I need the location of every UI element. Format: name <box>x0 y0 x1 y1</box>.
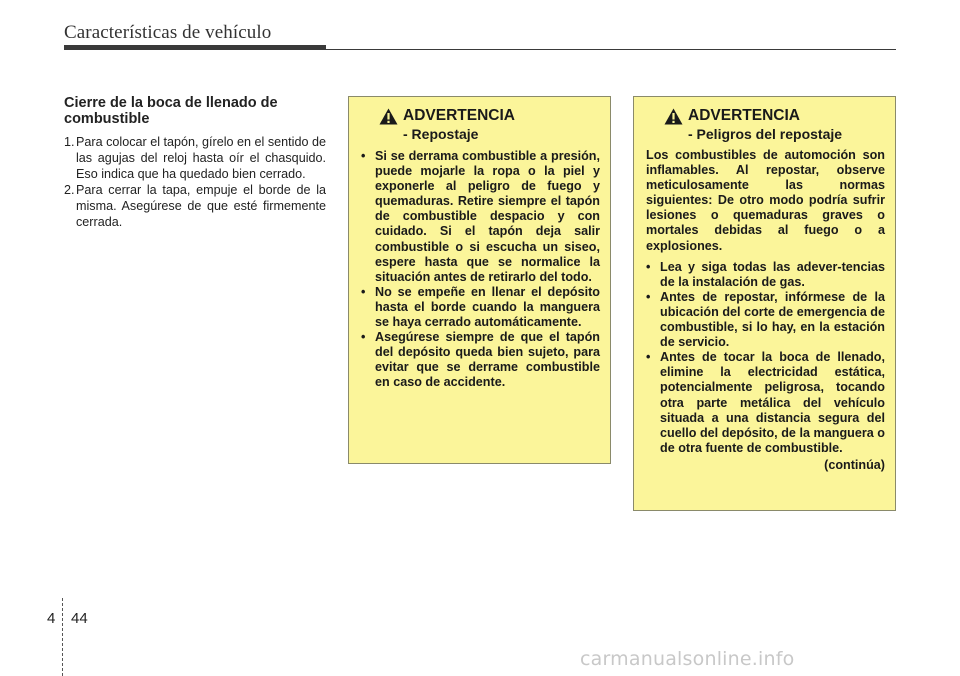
warning-triangle-icon <box>379 108 398 125</box>
warning-subtitle: - Repostaje <box>403 126 479 142</box>
warning-titles <box>688 107 842 143</box>
steps-list <box>64 134 326 230</box>
warning-header <box>379 107 600 143</box>
page-number: 44 <box>71 610 88 627</box>
bullet-item <box>646 260 885 290</box>
bullet-dot: • <box>646 289 651 304</box>
bullet-item <box>361 285 600 330</box>
warning-box-refueling <box>348 96 611 464</box>
bullet-dot: • <box>361 149 366 163</box>
warning-subtitle: - Peligros del repostaje <box>688 126 843 142</box>
bullet-dot: • <box>646 259 651 274</box>
watermark: carmanualsonline.info <box>580 648 795 670</box>
step-item <box>64 182 326 230</box>
header-rule <box>326 49 896 50</box>
bullet-text: Lea y siga todas las adever-tencias de la instalación de gas. <box>660 259 885 289</box>
warning-titles <box>403 107 515 143</box>
page-divider <box>62 598 63 676</box>
warning-title: ADVERTENCIA <box>688 107 800 124</box>
warning-header <box>664 107 885 143</box>
step-number: 2. <box>64 183 75 197</box>
bullet-dot: • <box>361 330 366 345</box>
bullet-text: Asegúrese siempre de que el tapón del depósito queda bien sujeto, para evitar que se derrame combustible en caso de accidente. <box>375 330 600 390</box>
bullet-text: No se empeñe en llenar el depósito hasta el borde cuando la manguera se haya cerrado automáticamente. <box>375 284 600 330</box>
bullet-item <box>361 149 600 285</box>
step-text: Para colocar el tapón, gírelo en el sentido de las agujas del reloj hasta oír el chasquido. Eso indica que ha quedado bien cerrado. <box>76 135 326 181</box>
bullet-text: Antes de repostar, infórmese de la ubicación del corte de emergencia de combustible, si lo hay, en la estación de servicio. <box>660 289 885 350</box>
bullet-text: Antes de tocar la boca de llenado, elimine la electricidad estática, potencialmente peligrosa, tocando otra parte metálica del vehículo situada a una distancia segura del cuello del depósito, de la manguera o de otra fuente de combustible. <box>660 350 885 455</box>
bullet-dot: • <box>646 350 651 365</box>
section-number: 4 <box>47 610 56 627</box>
warning-intro: Los combustibles de automoción son inflamables. Al repostar, observe meticulosamente las normas siguientes: De otro modo podría sufrir lesiones o quemaduras graves o mortales debidas al fuego o a explosiones. <box>646 148 885 253</box>
header-bar <box>64 45 326 50</box>
step-number: 1. <box>64 135 75 149</box>
warning-box-refueling-hazards <box>633 96 896 511</box>
bullet-item <box>646 290 885 350</box>
continued-label: (continúa) <box>824 457 885 472</box>
bullet-item <box>361 330 600 390</box>
bullet-item <box>646 350 885 456</box>
warning-title: ADVERTENCIA <box>403 107 515 124</box>
warning-bullets <box>361 149 600 391</box>
warning-triangle-icon <box>664 108 683 125</box>
page-header-title: Características de vehículo <box>64 22 272 43</box>
bullet-dot: • <box>361 284 366 299</box>
warning-bullets <box>646 260 885 456</box>
left-column <box>64 95 326 230</box>
step-text: Para cerrar la tapa, empuje el borde de la misma. Asegúrese de que esté firmemente cerrada. <box>76 183 326 229</box>
section-title: Cierre de la boca de llenado de combustible <box>64 95 278 127</box>
bullet-text: Si se derrama combustible a presión, puede mojarle la ropa o la piel y exponerle al peligro de fuego y quemaduras. Retire siempre el tapón de combustible despacio y con cuidado. Si el tapón deja salir combustible o si escucha un siseo, espere hasta que se normalice la situación antes de retirarlo del todo. <box>375 149 600 284</box>
step-item <box>64 134 326 182</box>
